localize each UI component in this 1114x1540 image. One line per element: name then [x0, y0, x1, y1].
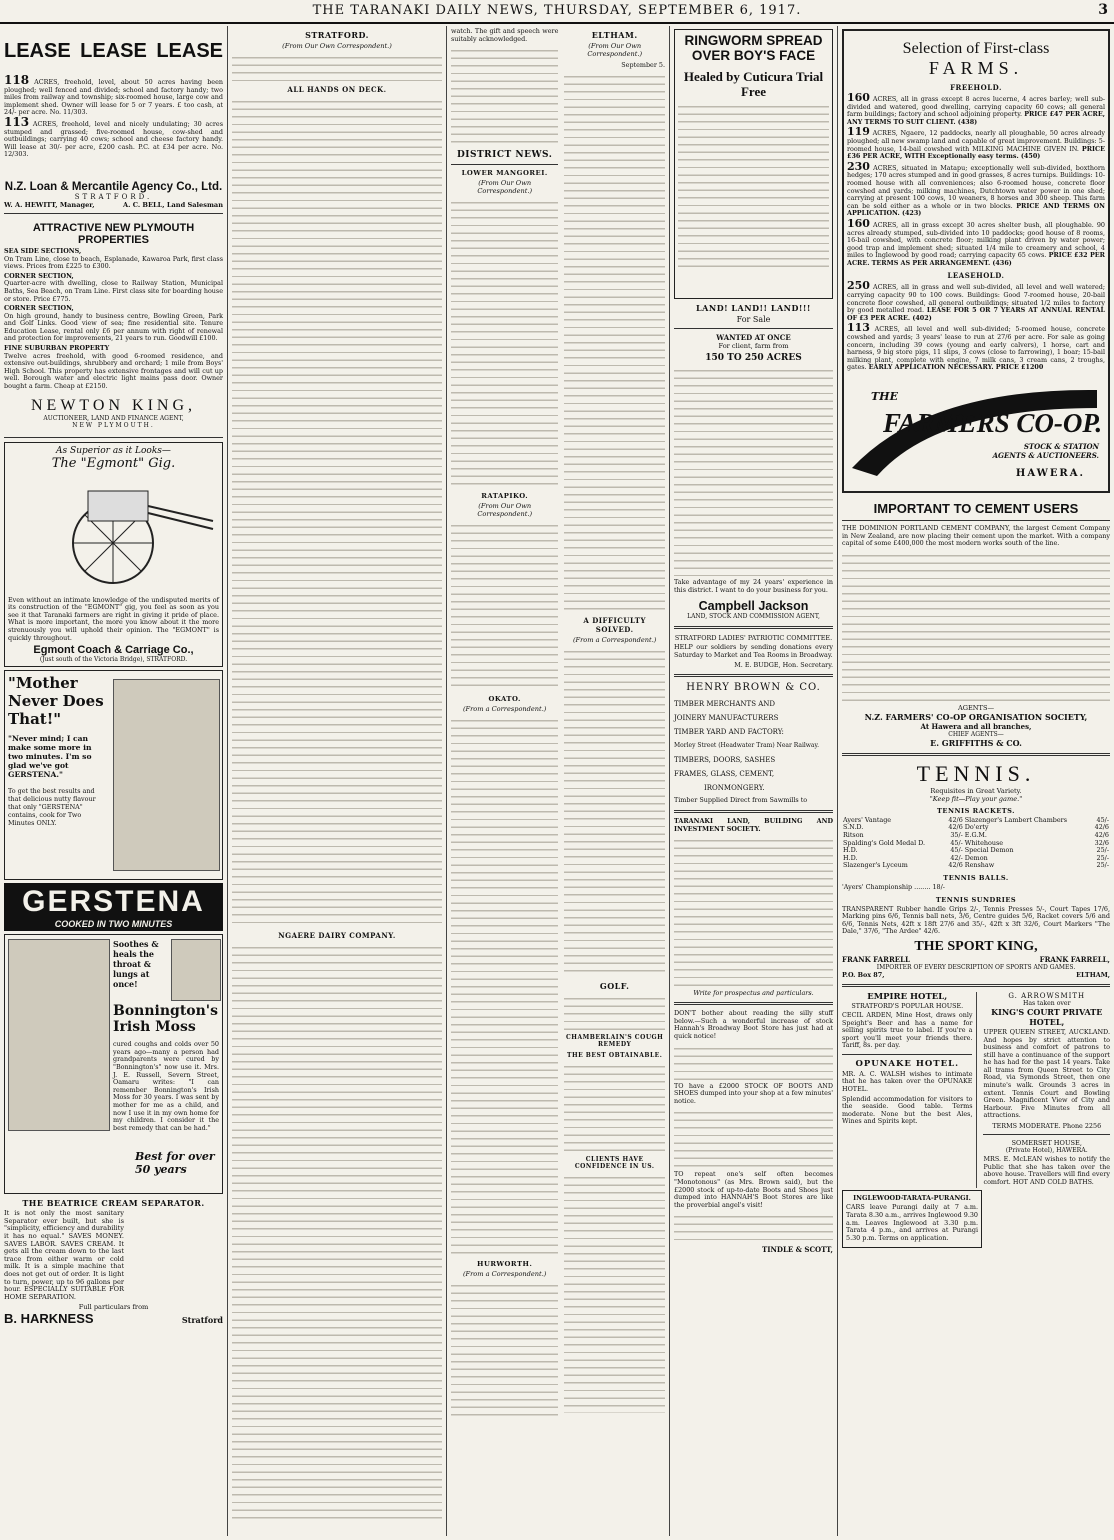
ingle-ad: [842, 1190, 982, 1248]
racket-price: 42/6: [1094, 830, 1109, 839]
importer: IMPORTER OF EVERY DESCRIPTION OF SPORTS AND GAMES.: [876, 963, 1076, 971]
okato: OKATO.: [488, 695, 521, 704]
society-foot: Write for prospectus and particulars.: [693, 989, 814, 998]
gerstena-sub: COOKED IN TWO MINUTES: [54, 919, 173, 930]
balls-line: 'Ayers' Championship ........ 18/-: [842, 882, 945, 891]
soothes-text: Soothes & heals the throat & lungs at once!: [113, 939, 159, 990]
gerstena-ad: [4, 670, 223, 880]
egmont-company: Egmont Coach & Carriage Co.,: [33, 644, 194, 657]
lease-acres: 113: [4, 114, 30, 129]
lease-banner: [4, 40, 223, 63]
cement-text: THE DOMINION PORTLAND CEMENT COMPANY, the largest Cement Company in New Zealand, are now placing their cement upon the market. With a company capital of some £400,000 the most modern works south of the line.: [842, 524, 1110, 548]
cement-branches: At Hawera and all branches,: [920, 721, 1032, 731]
opunake-hotel: OPUNAKE HOTEL.: [855, 1058, 960, 1069]
farm-price: EARLY APPLICATION NECESSARY. PRICE £1200: [868, 363, 1044, 372]
balls-heading: TENNIS BALLS.: [943, 873, 1009, 882]
henry-line: JOINERY MANUFACTURERS: [674, 714, 779, 723]
mother-quote: "Never mind; I can make some more in two minutes. I'm so glad we've got GERSTENA.": [8, 734, 92, 780]
difficulty-heading: A DIFFICULTY SOLVED.: [583, 616, 647, 634]
farm-text: ACRES, situated in Matapu; exceptionally well sub-divided, boxthorn hedges; 170 acres stumped and in good grasses, 8 acres turnips. Buildings: 10-roomed house with all conveniences; also 6-roomed house, concrete floor cowshed and yards; milking machines, Dutchtown water power in one shed; carrying at present 100 cows, 10 weaners, 8 horses and 300 sheep. This farm can be sold either as a whole or in two blocks.: [847, 163, 1105, 210]
prop-item: [4, 345, 223, 391]
prop-head: CORNER SECTION,: [4, 304, 74, 313]
racket-price: 35/-: [950, 830, 963, 839]
ngaere-heading: NGAERE DAIRY COMPANY.: [278, 931, 396, 940]
kings-court: KING'S COURT PRIVATE HOTEL,: [991, 1006, 1103, 1027]
page-number: 3: [1098, 2, 1108, 18]
egmont-address: (Just south of the Victoria Bridge), STRATFORD.: [39, 656, 188, 664]
masthead: [0, 0, 1114, 24]
loan-company: N.Z. Loan & Mercantile Agency Co., Ltd.: [4, 180, 223, 193]
ladies-text: HELP our soldiers by sending donations every Saturday to Market and Tea Rooms in Broadway.: [674, 643, 833, 659]
clients-heading: CLIENTS HAVE CONFIDENCE IN US.: [574, 1156, 655, 1170]
prop-text: Twelve acres freehold, with good 6-roomed residence, and extensive out-buildings, shrubbery and orchard; 1 mile from Boys' High School. This property has extensive frontages and will cut up well. Borough water and electric light mains pass door. Owner bought a farm. Cheap at £2150.: [4, 351, 223, 391]
gerstena-banner: [4, 883, 223, 931]
racket-name: Spalding's Gold Medal D.: [843, 838, 926, 847]
gig-illustration: [8, 471, 218, 591]
cuticura-headline: Healed by Cuticura Trial Free: [683, 69, 824, 99]
empire-text: CECIL ARDEN, Mine Host, draws only Speight's Beer and has a name for selling spirits true to label. If you're a sport you'll meet your friends there. Tariff, 8s. per day.: [842, 1010, 973, 1050]
somerset-text: MRS. E. McLEAN wishes to notify the Public that she has taken over the above house. Travellers will find every comfort. HOT AND COLD BATHS.: [983, 1155, 1110, 1186]
correspondent: (From Our Own Correspondent.): [477, 179, 533, 196]
column-5: [838, 26, 1114, 1536]
farm-acres: 160: [847, 216, 870, 230]
farm-acres: 250: [847, 279, 870, 293]
sport-king: THE SPORT KING,: [914, 938, 1038, 954]
tennis-title: TENNIS.: [916, 760, 1036, 786]
gerstena-brand: GERSTENA: [22, 885, 205, 919]
racket-price: 25/-: [1096, 846, 1109, 855]
lease-item: [4, 73, 223, 117]
racket-price: 45/-: [950, 838, 963, 847]
racket-price: 42/6: [948, 861, 963, 870]
ladies-sign: M. E. BUDGE, Hon. Secretary.: [734, 661, 833, 670]
farm-price: PRICE £36 PER ACRE, WITH Exceptionally easy terms. (450): [847, 144, 1105, 161]
mother-tail: To get the best results and that delicious nutty flavour that only "GERSTENA" contains, cook for Two Minutes ONLY.: [8, 787, 96, 828]
farmers-coop-logo: [847, 378, 1105, 488]
bonnington-ad: [4, 934, 223, 1194]
selection-title: Selection of First-class: [902, 40, 1050, 57]
cement-org: N.Z. FARMERS' CO-OP ORGANISATION SOCIETY,: [864, 711, 1088, 722]
cuticura-ad: [674, 29, 833, 299]
hotels-left: [842, 992, 977, 1189]
cement-title: IMPORTANT TO CEMENT USERS: [873, 501, 1079, 516]
gig-text: Even without an intimate knowledge of the undisputed merits of its construction of the "EGMONT" gig, you feel as soon as you see it that Taranaki farmers are right in giving it pride of place. What is more important, the more you know about it the more strenuously you will uphold their opinion. The "EGMONT" is quickly throughout.: [8, 595, 219, 642]
empire-hotel: EMPIRE HOTEL,: [867, 991, 948, 1002]
column-3: [447, 26, 670, 1536]
harkness-name: B. HARKNESS: [4, 1311, 94, 1327]
racket-price: 42/6: [1094, 823, 1109, 832]
farm-text: ACRES, all in grass except 30 acres shelter bush, all ploughable. 90 acres already stumped, sub-divided into 10 paddocks; good house of 8 rooms, 16-bail cowshed, with concrete floor; milking plant driven by water power; good trap and implement shed; situated 1/4 mile to creamery and school, 4 miles to Inglewood by good road; carrying capacity 65 cows.: [847, 220, 1105, 260]
henry-line: IRONMONGERY.: [704, 784, 765, 793]
bonnington-illustration: [8, 939, 110, 1131]
best-for: Best for over 50 years: [135, 1150, 215, 1177]
farm-text: ACRES, Ngaere, 12 paddocks, nearly all ploughable, 50 acres already ploughed; all new swamp land and capable of great improvement. Buildings: 5-roomed house, 14-bail cowshed with MILKING MACHINE GIVEN IN.: [847, 129, 1105, 153]
harkness-town: Stratford: [181, 1315, 223, 1326]
prop-item: [4, 305, 223, 343]
arrowsmith: G. ARROWSMITH: [1008, 991, 1086, 1000]
take-advantage: Take advantage of my 24 years' experience in this district. I want to do your business for you.: [674, 578, 833, 594]
prop-text: On Tram Line, close to beach, Esplanade, Kawaroa Park, first class views. Prices from £225 to £300.: [4, 254, 223, 271]
props-title: ATTRACTIVE NEW PLYMOUTH PROPERTIES: [32, 221, 195, 246]
mother-line: That!": [8, 710, 62, 729]
farm-acres: 113: [847, 321, 870, 335]
gig-line2: The "Egmont" Gig.: [51, 455, 176, 471]
racket-name: Whitehouse: [964, 838, 1004, 847]
ladies-committee: STRATFORD LADIES' PATRIOTIC COMMITTEE.: [674, 634, 833, 643]
beatrice-text: It is not only the most sanitary Separator ever built, but she is "simplicity, efficiency and durability it has no equal." SAVES MONEY. SAVES LABOR. SAVES CREAM. It gets all the cream down to the last trace from either warm or cold milk. It is a simple machine that does not get out of order. It is light to turn, power, up to 96 gallons per hour. ESPECIALLY SUITABLE FOR HOME SEPARATION.: [4, 1209, 124, 1301]
newton-sub: AUCTIONEER, LAND AND FINANCE AGENT,: [43, 414, 184, 422]
racket-name: Ritson: [843, 830, 864, 839]
masthead-title: THE TARANAKI DAILY NEWS, THURSDAY, SEPTEMBER 6, 1917.: [312, 3, 802, 18]
empire-sub: STRATFORD'S POPULAR HOUSE.: [851, 1001, 964, 1010]
rackets-heading: TENNIS RACKETS.: [937, 806, 1015, 815]
farm-price: LEASE FOR 5 OR 7 YEARS AT ANNUAL RENTAL OF £3 PER ACRE. (402): [847, 306, 1105, 322]
farm-text: ACRES, all in grass except 8 acres lucerne, 4 acres barley; well sub-divided and watered, good dwelling, carrying capacity 60 cows; all general farm buildings; factory and school adjoining property.: [847, 95, 1105, 119]
hurworth: HURWORTH.: [477, 1260, 533, 1269]
henry-tail: Timber Supplied Direct from Sawmills to: [674, 796, 808, 805]
opunake-tail: Splendid accommodation for visitors to the seaside. Good table. Terms moderate. None but the best Ales, Wines and Spirits kept.: [842, 1094, 973, 1126]
lease-word: LEASE: [80, 40, 147, 62]
chamberlain-title: CHAMBERLAIN'S COUGH REMEDY: [566, 1034, 664, 1048]
eltham-heading: ELTHAM.: [591, 30, 638, 40]
racket-name: Slazenger's Lambert Chambers: [964, 815, 1067, 824]
ringworm-headline: RINGWORM SPREAD OVER BOY'S FACE: [684, 33, 823, 63]
cement-agents: AGENTS—: [957, 703, 995, 712]
arrowsmith-sub: Has taken over: [1022, 999, 1071, 1007]
coop-the: THE: [871, 390, 898, 403]
prop-text: On high ground, handy to business centre, Bowling Green, Park and Golf Links. Good view of sea; fine residential site. Tenure Education Lease, rental only £6 per annum with right of renewal and protection for improvements, 21 years to run. Goodwill £100.: [4, 311, 223, 343]
correspondent: (From a Correspondent.): [462, 705, 547, 714]
leasehold-heading: LEASEHOLD.: [947, 271, 1005, 281]
racket-price: 42/6: [948, 815, 963, 824]
racket-name: Do'erty: [964, 823, 989, 832]
beatrice-title: THE BEATRICE CREAM SEPARATOR.: [22, 1198, 205, 1209]
kings-terms: TERMS MODERATE. Phone 2256: [992, 1122, 1102, 1131]
campbell-sub: LAND, STOCK AND COMMISSION AGENT,: [687, 613, 820, 621]
newton-king: NEWTON KING,: [30, 396, 196, 414]
farm-acres: 160: [847, 91, 870, 104]
lease-word: LEASE: [4, 40, 71, 62]
correspondent: (From Our Own Correspondent.): [282, 42, 392, 50]
loan-staff: [4, 201, 223, 209]
society-title: TARANAKI LAND, BUILDING AND INVESTMENT SOCIETY.: [674, 816, 833, 833]
farm-item: [847, 216, 1105, 268]
farm-text: ACRES, all in grass and well sub-divided, all level and well watered; carrying capacity 90 to 100 cows. Buildings: Good 7-roomed house, 20-bail concrete floor cowshed, all general outbuildings; situated 1/2 miles to factory by good metalled road.: [847, 283, 1105, 315]
racket-name: Slazenger's Lyceum: [843, 861, 908, 870]
racket-row: [842, 862, 1110, 870]
farrell-left: FRANK FARRELL: [842, 954, 910, 964]
tennis-keep: "Keep fit—Play your game.": [929, 794, 1023, 803]
farrell-right: FRANK FARRELL,: [1039, 954, 1110, 964]
henry-line: FRAMES, GLASS, CEMENT,: [674, 770, 775, 779]
campbell-jackson: Campbell Jackson: [698, 599, 809, 614]
tail-text: watch. The gift and speech were suitably acknowledged.: [451, 27, 559, 43]
gerstena-illustration: [113, 679, 220, 871]
racket-name: Ayers' Vantage: [843, 815, 892, 824]
chamberlain-sub: THE BEST OBTAINABLE.: [567, 1052, 663, 1059]
farm-item: [847, 91, 1105, 126]
lease-item: [4, 114, 223, 159]
ingle-text: CARS leave Purangi daily at 7 a.m. Tarata 8.30 a.m., arrives Inglewood 9.30 a.m. Leaves Inglewood at 3.30 p.m. Tarata 4 p.m., and arrives at Purangi 5.30 p.m. Terms on application.: [846, 1203, 978, 1242]
kings-text: UPPER QUEEN STREET, AUCKLAND. And hopes by strict attention to business and comfort of patrons to still have a continuance of the support he has had for the past 14 years. Take all trams from Queen Street to City Road, via Symonds Street, then one minute's walk. Grounds 3 acres in extent. Tennis Court and Bowling Green. Magnificent View of City and Harbour. Five Minutes from all attractions.: [983, 1027, 1110, 1120]
loan-salesman: A. C. BELL, Land Salesman: [123, 200, 223, 209]
prop-head: CORNER SECTION,: [4, 271, 74, 280]
somerset-house: SOMERSET HOUSE,: [1011, 1139, 1082, 1148]
po-box: P.O. Box 87,: [842, 970, 885, 979]
column-1: [0, 26, 228, 1536]
racket-price: 45/-: [950, 846, 963, 855]
racket-price: 42/-: [950, 853, 963, 862]
correspondent: (From a Correspondent.): [572, 636, 657, 644]
column-4: [670, 26, 838, 1536]
racket-price: 42/6: [948, 823, 963, 832]
loan-manager: W. A. HEWITT, Manager,: [4, 200, 95, 209]
farm-item: [847, 279, 1105, 322]
farm-acres: 119: [847, 125, 870, 139]
client-line: For client, farm from: [718, 342, 789, 350]
wanted: WANTED AT ONCE: [716, 333, 791, 342]
correspondent: (From Our Own Correspondent.): [587, 42, 643, 58]
correspondent: (From a Correspondent.): [462, 1270, 547, 1279]
newton-town: NEW PLYMOUTH.: [72, 421, 155, 429]
land-heading: LAND! LAND!! LAND!!!: [696, 303, 811, 313]
cement-chief: CHIEF AGENTS—: [948, 730, 1004, 738]
prop-head: FINE SUBURBAN PROPERTY: [4, 344, 110, 353]
lease-word: LEASE: [156, 40, 223, 62]
lease-text: ACRES, freehold, level, about 50 acres having been ploughed; well fenced and divided; school and factory handy; two miles from railway and township; six-roomed house, large cow and implement shed. Owner will lease for 5 or 7 years. £ too cash, at 24/- per acre. No. 11/303.: [4, 78, 223, 117]
racket-name: Renshaw: [964, 861, 995, 870]
farms-ad: [842, 29, 1110, 493]
henry-line: TIMBER YARD AND FACTORY:: [674, 728, 784, 737]
racket-name: H.D.: [843, 853, 858, 862]
hotels-right: [983, 992, 1110, 1189]
golf-heading: GOLF.: [599, 981, 630, 991]
column-3b: [564, 26, 665, 1536]
lease-acres: 118: [4, 73, 30, 87]
rackets-table: [842, 817, 1110, 870]
acres-range: 150 TO 250 ACRES: [705, 353, 802, 363]
prop-item: [4, 273, 223, 303]
racket-name: E.G.M.: [964, 830, 987, 839]
ratapiko: RATAPIKO.: [481, 492, 529, 501]
gig-line1: As Superior as it Looks—: [56, 445, 171, 456]
henry-line: TIMBER MERCHANTS AND: [674, 700, 776, 709]
eltham-town: ELTHAM,: [1076, 970, 1110, 979]
farm-text: ACRES, all level and well sub-divided; 5-roomed house, concrete cowshed and yards; 3 years' lease to run at 27/6 per acre. For sale as going concern, including 39 cows (young and early calvers), 1 horse, cart and harness, 9 big store pigs, 11 slips, 3 cows (close to farrowing), 1 boar; 15-bail milking plant, complete with engine, 7 milk cans, 3 cream cans, 2 troughs, gates.: [847, 325, 1105, 372]
prop-head: SEA SIDE SECTIONS,: [4, 246, 82, 255]
boots-text-3: TO repeat one's self often becomes "Monotonous" (as Mrs. Brown said), but the £2000 stock of up-to-date Boots and Shoes just dumped into HANNAH'S Boot Stores are like the proverbial angel's visit!: [674, 1170, 833, 1209]
racket-price: 32/6: [1094, 838, 1109, 847]
stratford-heading: STRATFORD.: [305, 30, 369, 40]
farm-item: [847, 321, 1105, 372]
sundries-heading: TENNIS SUNDRIES: [935, 895, 1017, 904]
cement-griffiths: E. GRIFFITHS & CO.: [930, 737, 1022, 748]
opunake-text: MR. A. C. WALSH wishes to intimate that he has taken over the OPUNAKE HOTEL.: [842, 1069, 973, 1094]
for-sale: For Sale: [736, 315, 771, 324]
district-news: DISTRICT NEWS.: [456, 150, 553, 161]
coop-name: FARMERS CO-OP.: [883, 408, 1103, 438]
farm-item: [847, 159, 1105, 218]
farm-price: PRICE £32 PER ACRE. TERMS AS PER ARRANGEMENT. (436): [847, 251, 1105, 267]
prop-item: [4, 248, 223, 271]
egmont-gig-ad: [4, 442, 223, 668]
loan-town: STRATFORD.: [74, 192, 153, 201]
racket-price: 25/-: [1096, 861, 1109, 870]
racket-price: 25/-: [1096, 853, 1109, 862]
farm-item: [847, 125, 1105, 161]
farm-price: PRICE AND TERMS ON APPLICATION. (423): [847, 201, 1105, 218]
correspondent: (From Our Own Correspondent.): [477, 502, 533, 519]
racket-name: S.N.D.: [843, 823, 864, 832]
racket-name: Special Demon: [964, 846, 1014, 855]
prop-text: Quarter-acre with dwelling, close to Railway Station, Municipal Baths, Sea Beach, on Tram Line. First class site for boarding house or store. Price £775.: [4, 279, 223, 303]
all-hands-heading: ALL HANDS ON DECK.: [287, 85, 387, 94]
boots-text: DON'T bother about reading the silly stuff below.—Such a wonderful increase of stock Hannah's Broadway Boot Store has just had at quick notice!: [674, 1009, 833, 1040]
coop-sub: STOCK & STATION AGENTS & AUCTIONEERS.: [992, 442, 1099, 460]
freehold-heading: FREEHOLD.: [950, 83, 1002, 92]
beatrice-full: Full particulars from: [78, 1303, 149, 1312]
tennis-sub: Requisites in Great Variety.: [930, 786, 1022, 795]
tindle-scott: TINDLE & SCOTT,: [762, 1245, 833, 1255]
lease-text: ACRES, freehold, level and nicely undulating; 30 acres stumped and grassed; five-roomed house, cow-shed and outbuildings; carrying 40 cows; school and cheese factory handy. Will lease at 30/- per acre, £200 cash. P.C. at £34 per acre. No. 12/303.: [4, 119, 223, 159]
racket-name: Demon: [964, 853, 988, 862]
ingle-title: INGLEWOOD-TARATA-PURANGI.: [853, 1194, 971, 1203]
lower-mangorei: LOWER MANGOREI.: [461, 169, 548, 178]
sundries-text: TRANSPARENT Rubber handle Grips 2/-, Tennis Presses 5/-, Court Tapes 17/6, Marking pins 6/6, Tennis ball nets, 3/6, Centre guides 5/6, Racket covers 5/6 and 6/6, Tennis Nets, 42ft x 18ft 27/6 and 35/-, 42ft x 3ft 32/6, Court Markers "The Dale," 37/6, "The Ardee" 42/6.: [842, 904, 1110, 936]
column-3a: [451, 26, 558, 1536]
column-2: [228, 26, 447, 1536]
farms-title: FARMS.: [928, 58, 1024, 78]
henry-line: Morley Street (Headwater Tram) Near Railway.: [674, 742, 820, 750]
boots-text-2: TO have a £2000 STOCK OF BOOTS AND SHOES dumped into your shop at a few minutes' notice.: [674, 1081, 833, 1105]
henry-brown: HENRY BROWN & CO.: [686, 682, 821, 694]
bonnington-text: cured coughs and colds over 50 years ago—many a person had grandparents were cured by "Bonnington's" now use it. Mrs. J. E. Russell, Severn Street, Oamaru writes: "I can remember Bonnington's Irish Moss for 30 years. I was sent by mother for me as a child, and now I use it in my own home for my children. I consider it the best remedy that can be had.": [113, 1040, 219, 1132]
eltham-date: September 5.: [621, 61, 665, 69]
henry-lines: [674, 697, 833, 795]
somerset-sub: (Private Hotel), HAWERA.: [1005, 1147, 1088, 1155]
bonnington-name: Bonnington's Irish Moss: [113, 1003, 218, 1036]
racket-name: H.D.: [843, 846, 858, 855]
farm-price: PRICE £47 PER ACRE, ANY TERMS TO SUIT CLIENT. (438): [847, 110, 1105, 126]
racket-price: 45/-: [1096, 815, 1109, 824]
coop-town: HAWERA.: [1015, 468, 1085, 479]
farm-acres: 230: [847, 159, 870, 173]
henry-line: TIMBERS, DOORS, SASHES: [674, 756, 776, 765]
bottle-icon: [171, 939, 221, 1001]
mother-line: Never Does: [8, 692, 104, 711]
mother-line: "Mother: [8, 674, 78, 693]
